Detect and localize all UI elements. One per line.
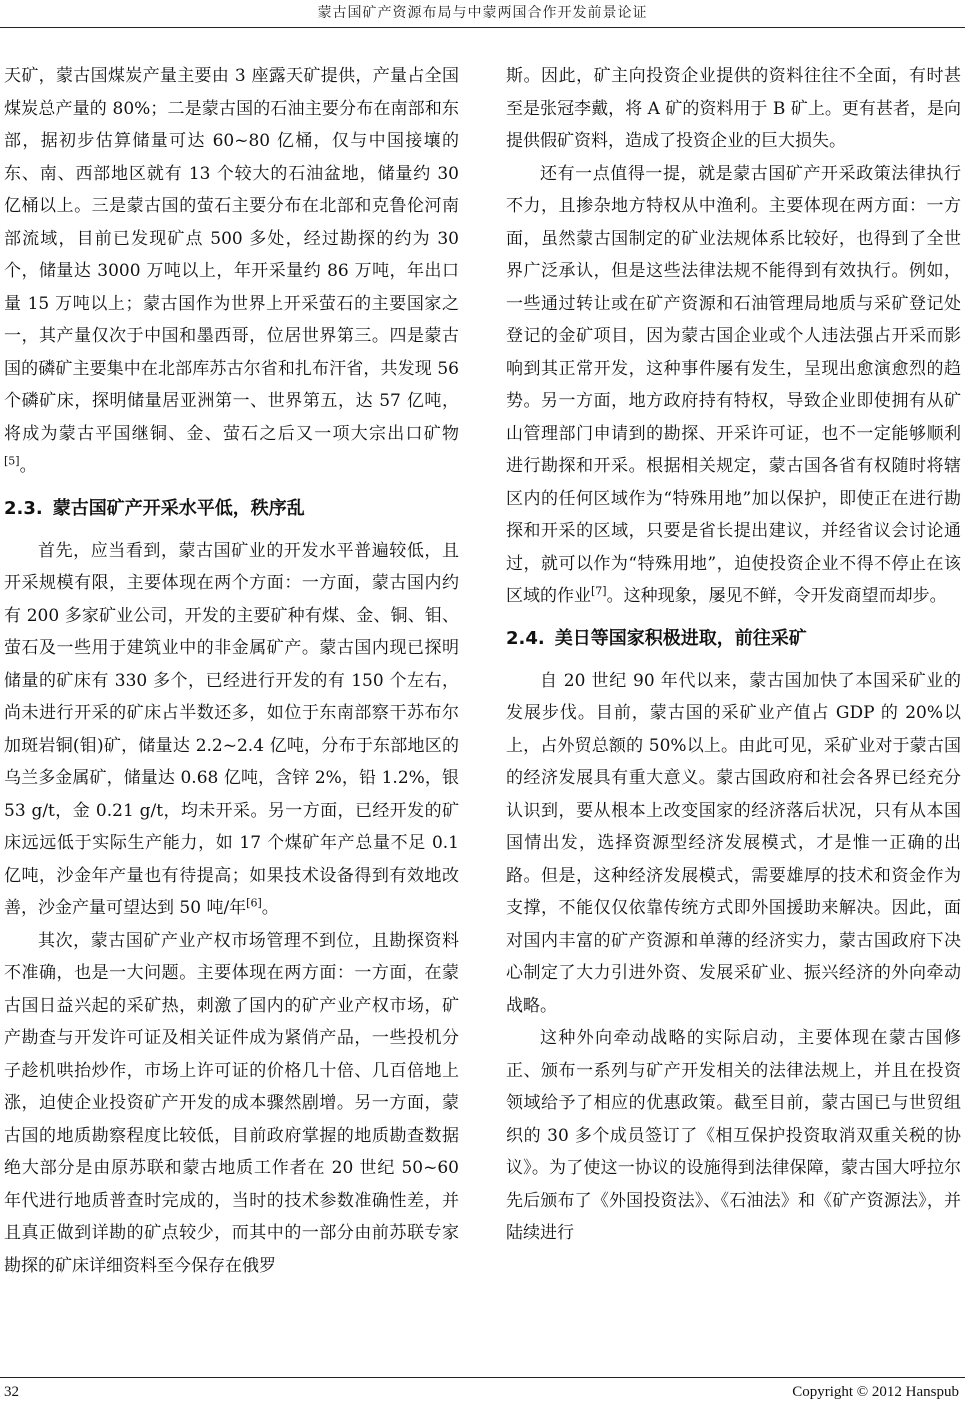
paragraph-end: 。这种现象，屡见不鲜，令开发商望而却步。	[606, 586, 947, 606]
paragraph-7: 这种外向牵动战略的实际启动，主要体现在蒙古国修正、颁布一系列与矿产开发相关的法律法规上，并且在投资领域给予了相应的优惠政策。截至目前，蒙古国已与世贸组织的 30 多个成员签订了《相互保护投资取消双重关税的协议》。为了使这一协议的设施得到法律保障，蒙古国大呼拉尔先后颁布了《外国投资法》、《石油法》和《矿产资源法》，并陆续进行	[506, 1028, 961, 1243]
citation-ref: [7]	[591, 584, 607, 598]
footer-rule	[0, 1377, 965, 1378]
header-rule	[0, 27, 965, 28]
citation-ref: [6]	[246, 896, 262, 910]
paragraph-4: 斯。因此，矿主向投资企业提供的资料往往不全面，有时甚至是张冠李戴，将 A 矿的资料用于 B 矿上。更有甚者，是向提供假矿资料，造成了投资企业的巨大损失。	[506, 66, 961, 151]
paragraph-text: 首先，应当看到，蒙古国矿业的开发水平普遍较低，且开采规模有限，主要体现在两个方面：一方面，蒙古国内约有 200 多家矿业公司，开发的主要矿种有煤、金、铜、钼、萤石及一些用于建筑业中的非金属矿产。蒙古国内现已探明储量的矿床有 330 多个，已经进行开发的有 150 个左右，尚未进行开采的矿床占半数还多，如位于东南部察干苏布尔加斑岩铜(钼)矿，储量达 2.2~2.4 亿吨，分布于东部地区的乌兰多金属矿，储量达 0.68 亿吨，含锌 2%，铅 1.2%，银 53 g/t，金 0.21 g/t，均未开采。另一方面，已经开发的矿床远远低于实际生产能力，如 17 个煤矿年产总量不足 0.1 亿吨，沙金年产量也有待提高；如果技术设备得到有效地改善，沙金产量可望达到 50 吨/年	[4, 540, 459, 918]
section-number: 2.3.	[4, 497, 43, 519]
citation-ref: [5]	[4, 454, 20, 468]
page-number: 32	[4, 1384, 19, 1400]
paragraph-3: 其次，蒙古国矿产业产权市场管理不到位，且勘探资料不准确，也是一大问题。主要体现在两方面：一方面，在蒙古国日益兴起的采矿热，刺激了国内的矿产业产权市场，矿产勘查与开发许可证及相关证件成为紧俏产品，一些投机分子趁机哄抬炒作，市场上许可证的价格几十倍、几百倍地上涨，迫使企业投资矿产开发的成本骤然剧增。另一方面，蒙古国的地质勘察程度比较低，目前政府掌握的地质勘查数据绝大部分是由原苏联和蒙古地质工作者在 20 世纪 50~60 年代进行地质普查时完成的，当时的技术参数准确性差，并且真正做到详勘的矿点较少，而其中的一部分由前苏联专家勘探的矿床详细资料至今保存在俄罗	[4, 930, 459, 1276]
copyright-notice: Copyright © 2012 Hanspub	[792, 1384, 959, 1400]
paragraph-end: 。	[261, 898, 279, 918]
section-title: 美日等国家积极进取，前往采矿	[554, 627, 807, 649]
section-number: 2.4.	[506, 627, 545, 649]
section-heading-2-4	[506, 625, 961, 653]
paragraph-text: 还有一点值得一提，就是蒙古国矿产开采政策法律执行不力，且掺杂地方特权从中渔利。主要体现在两方面：一方面，虽然蒙古国制定的矿业法规体系比较好，也得到了全世界广泛承认，但是这些法律法规不能得到有效执行。例如，一些通过转让或在矿产资源和石油管理局地质与采矿登记处登记的金矿项目，因为蒙古国企业或个人违法强占开采而影响到其正常开发，这种事件屡有发生，呈现出愈演愈烈的趋势。另一方面，地方政府持有特权，导致企业即使拥有从矿山管理部门申请到的勘探、开采许可证，也不一定能够顺利进行勘探和开采。根据相关规定，蒙古国各省有权随时将辖区内的任何区域作为“特殊用地”加以保护，即使正在进行勘探和开采的区域，只要是省长提出建议，并经省议会讨论通过，就可以作为“特殊用地”，迫使投资企业不得不停止在该区域的作业	[506, 163, 961, 606]
paragraph-text: 天矿，蒙古国煤炭产量主要由 3 座露天矿提供，产量占全国煤炭总产量的 80%；二是蒙古国的石油主要分布在南部和东部，据初步估算储量可达 60~80 亿桶，仅与中国接壤的东、南、西部地区就有 13 个较大的石油盆地，储量约 30 亿桶以上。三是蒙古国的萤石主要分布在北部和克鲁伦河南部流域，目前已发现矿点 500 多处，经过勘探的约为 30 个，储量达 3000 万吨以上，年开采量约 86 万吨，年出口量 15 万吨以上；蒙古国作为世界上开采萤石的主要国家之一，其产量仅次于中国和墨西哥，位居世界第三。四是蒙古国的磷矿主要集中在北部库苏古尔省和扎布汗省，共发现 56 个磷矿床，探明储量居亚洲第一、世界第五，达 57 亿吨，将成为蒙古平国继铜、金、萤石之后又一项大宗出口矿物	[4, 66, 459, 444]
section-title: 蒙古国矿产开采水平低，秩序乱	[52, 497, 305, 519]
section-heading-2-3	[4, 495, 459, 523]
left-column	[4, 60, 459, 1282]
paragraph-6: 自 20 世纪 90 年代以来，蒙古国加快了本国采矿业的发展步伐。目前，蒙古国的采矿业产值占 GDP 的 20%以上，占外贸总额的 50%以上。由此可见，采矿业对于蒙古国的经济发展具有重大意义。蒙古国政府和社会各界已经充分认识到，要从根本上改变国家的经济落后状况，只有从本国国情出发，选择资源型经济发展模式，才是惟一正确的出路。但是，这种经济发展模式，需要雄厚的技术和资金作为支撑，不能仅仅依靠传统方式即外国援助来解决。因此，面对国内丰富的矿产资源和单薄的经济实力，蒙古国政府下决心制定了大力引进外资、发展采矿业、振兴经济的外向牵动战略。	[506, 670, 961, 1016]
right-column	[506, 60, 961, 1250]
paragraph-1	[4, 60, 459, 483]
running-title: 蒙古国矿产资源布局与中蒙两国合作开发前景论证	[317, 5, 648, 21]
paragraph-end: 。	[19, 456, 37, 476]
paragraph-5	[506, 158, 961, 613]
paragraph-2	[4, 535, 459, 925]
